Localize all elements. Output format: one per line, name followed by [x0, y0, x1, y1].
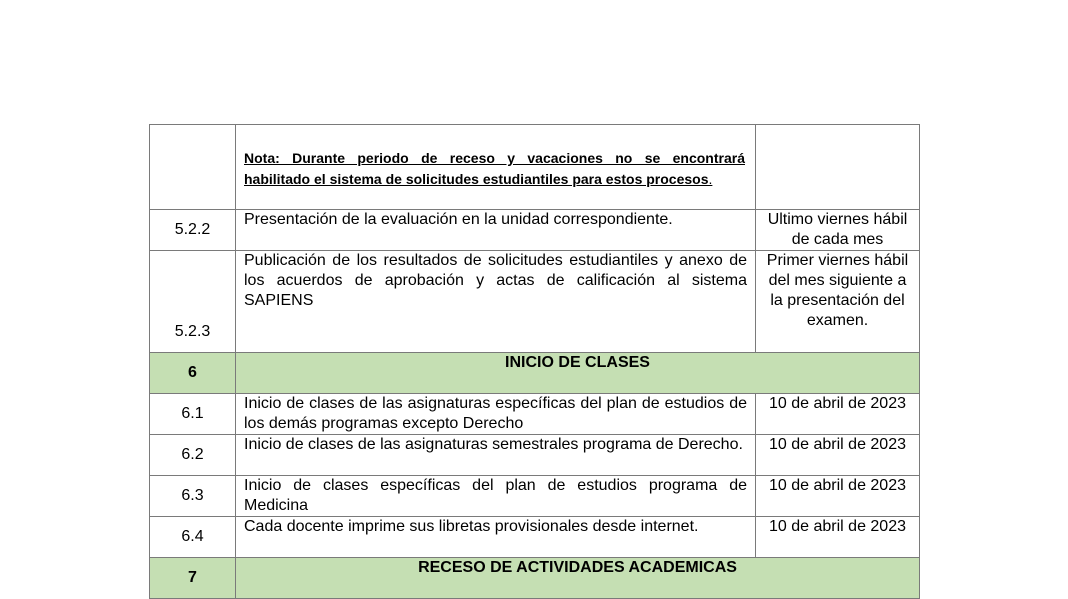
row-date: 10 de abril de 2023: [756, 435, 920, 476]
row-activity: Presentación de la evaluación en la unidad correspondiente.: [236, 210, 756, 251]
row-date: 10 de abril de 2023: [756, 476, 920, 517]
table-row: [150, 251, 920, 353]
note-num-cell: [150, 125, 236, 210]
row-number: 5.2.2: [150, 210, 236, 251]
row-date: 10 de abril de 2023: [756, 394, 920, 435]
row-number: 6.3: [150, 476, 236, 517]
section-title: INICIO DE CLASES: [236, 353, 920, 394]
row-activity: Publicación de los resultados de solicitudes estudiantiles y anexo de los acuerdos de aprobación y actas de calificación al sistema SAPIENS: [236, 251, 756, 353]
row-number: 6.1: [150, 394, 236, 435]
note-cell: [236, 125, 756, 210]
note-period: .: [708, 171, 713, 187]
schedule-table: [149, 124, 920, 599]
row-activity: Inicio de clases de las asignaturas específicas del plan de estudios de los demás programas excepto Derecho: [236, 394, 756, 435]
note-line-2-text: habilitado el sistema de solicitudes estudiantiles para estos procesos: [244, 171, 709, 187]
note-line-2: [244, 169, 745, 190]
row-activity: Inicio de clases específicas del plan de estudios programa de Medicina: [236, 476, 756, 517]
section-number: 7: [150, 558, 236, 599]
section-row: [150, 558, 920, 599]
table-row: [150, 210, 920, 251]
row-activity: Cada docente imprime sus libretas provisionales desde internet.: [236, 517, 756, 558]
note-date-cell: [756, 125, 920, 210]
row-number: 6.2: [150, 435, 236, 476]
row-date: Ultimo viernes hábil de cada mes: [756, 210, 920, 251]
row-date: 10 de abril de 2023: [756, 517, 920, 558]
note-text: [236, 125, 755, 190]
row-date: Primer viernes hábil del mes siguiente a la presentación del examen.: [756, 251, 920, 353]
section-row: [150, 353, 920, 394]
note-row: [150, 125, 920, 210]
table-row: [150, 476, 920, 517]
section-title: RECESO DE ACTIVIDADES ACADEMICAS: [236, 558, 920, 599]
table-row: [150, 435, 920, 476]
row-number: 5.2.3: [150, 251, 236, 353]
note-line-1: Nota: Durante periodo de receso y vacaciones no se encontrará: [244, 150, 745, 166]
section-number: 6: [150, 353, 236, 394]
table-row: [150, 394, 920, 435]
table-row: [150, 517, 920, 558]
row-number: 6.4: [150, 517, 236, 558]
row-activity: Inicio de clases de las asignaturas semestrales programa de Derecho.: [236, 435, 756, 476]
